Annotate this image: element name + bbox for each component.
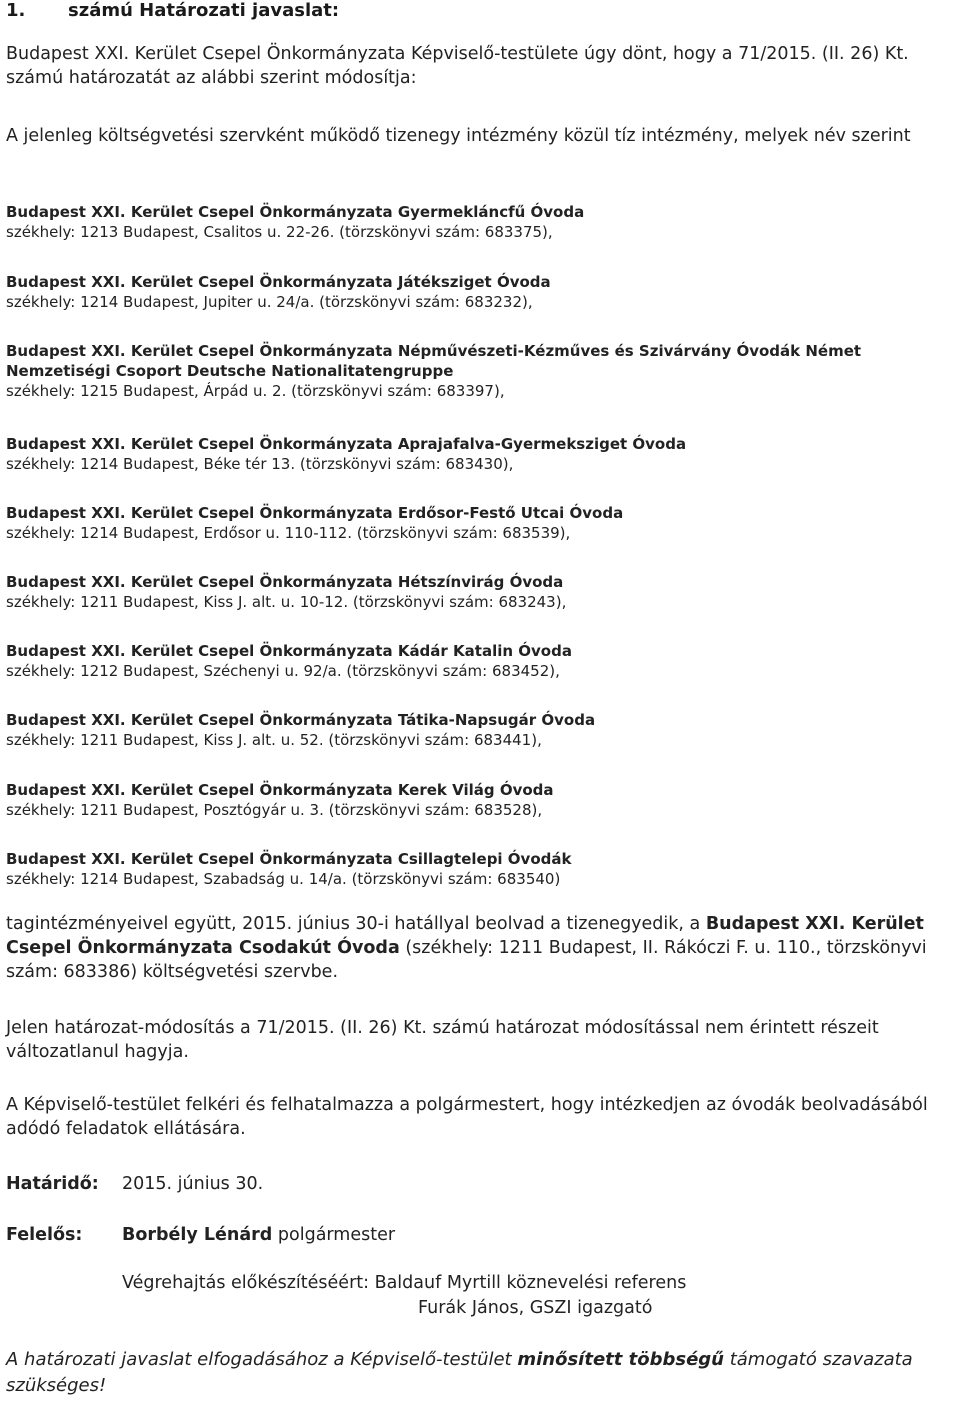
- note-emphasis: minősített többségű: [517, 1349, 724, 1370]
- responsible-label: Felelős:: [6, 1225, 83, 1245]
- responsible-name: Borbély Lénárd: [122, 1225, 273, 1245]
- request-paragraph: A Képviselő-testület felkéri és felhatalmazza a polgármestert, hogy intézkedjen az óvodák beolvadásából adódó feladatok ellátására.: [6, 1095, 928, 1139]
- institution-name: Budapest XXI. Kerület Csepel Önkormányzata Gyermekláncfű Óvoda: [6, 203, 585, 221]
- institution-7: [6, 641, 936, 681]
- institution-seat: székhely: 1213 Budapest, Csalitos u. 22-26. (törzskönyvi szám: 683375),: [6, 223, 553, 241]
- intro-paragraph: Budapest XXI. Kerület Csepel Önkormányzata Képviselő-testülete úgy dönt, hogy a 71/2015. (II. 26) Kt. számú határozatát az alábbi szerint módosítja:: [6, 44, 909, 88]
- note-text-pre: A határozati javaslat elfogadásához a Képviselő-testület: [6, 1349, 518, 1370]
- institution-seat: székhely: 1214 Budapest, Szabadság u. 14/a. (törzskönyvi szám: 683540): [6, 870, 561, 888]
- institution-6: [6, 572, 936, 612]
- institution-3: [6, 341, 936, 401]
- institution-2: [6, 272, 936, 312]
- institution-seat: székhely: 1211 Budapest, Posztógyár u. 3. (törzskönyvi szám: 683528),: [6, 801, 543, 819]
- institution-seat: székhely: 1215 Budapest, Árpád u. 2. (törzskönyvi szám: 683397),: [6, 382, 505, 400]
- institution-seat: székhely: 1214 Budapest, Erdősor u. 110-112. (törzskönyvi szám: 683539),: [6, 524, 571, 542]
- institution-name: Budapest XXI. Kerület Csepel Önkormányzata Hétszínvirág Óvoda: [6, 573, 564, 591]
- merge-target-institution: Budapest XXI. Kerület Csepel Önkormányzata Csodakút Óvoda: [6, 914, 924, 958]
- institution-9: [6, 780, 936, 820]
- merge-paragraph: [6, 912, 936, 984]
- institution-10: [6, 849, 936, 889]
- institution-1: [6, 202, 936, 242]
- voting-note: [6, 1347, 936, 1399]
- deadline: [6, 1174, 263, 1194]
- institution-name: Budapest XXI. Kerület Csepel Önkormányzata Népművészeti-Kézműves és Szivárvány Óvodák Német Nemzetiségi Csoport Deutsche Nationalitatengruppe: [6, 342, 862, 380]
- title-number: 1.: [6, 0, 26, 21]
- institution-name: Budapest XXI. Kerület Csepel Önkormányzata Csillagtelepi Óvodák: [6, 850, 572, 868]
- institution-name: Budapest XXI. Kerület Csepel Önkormányzata Aprajafalva-Gyermeksziget Óvoda: [6, 435, 687, 453]
- institution-name: Budapest XXI. Kerület Csepel Önkormányzata Kerek Világ Óvoda: [6, 781, 554, 799]
- institution-name: Budapest XXI. Kerület Csepel Önkormányzata Tátika-Napsugár Óvoda: [6, 711, 596, 729]
- responsible-role: polgármester: [272, 1225, 396, 1245]
- institution-seat: székhely: 1211 Budapest, Kiss J. alt. u. 10-12. (törzskönyvi szám: 683243),: [6, 593, 567, 611]
- institution-seat: székhely: 1214 Budapest, Jupiter u. 24/a. (törzskönyvi szám: 683232),: [6, 293, 533, 311]
- institution-seat: székhely: 1212 Budapest, Széchenyi u. 92/a. (törzskönyvi szám: 683452),: [6, 662, 560, 680]
- responsible: [6, 1225, 395, 1245]
- title-text: számú Határozati javaslat:: [68, 0, 340, 21]
- page-title: [6, 0, 339, 21]
- institution-seat: székhely: 1214 Budapest, Béke tér 13. (törzskönyvi szám: 683430),: [6, 455, 514, 473]
- deadline-value: 2015. június 30.: [122, 1174, 264, 1194]
- institutions-intro: A jelenleg költségvetési szervként működő tizenegy intézmény közül tíz intézmény, melyek név szerint: [6, 126, 911, 146]
- merge-text-pre: tagintézményeivel együtt, 2015. június 30-i hatállyal beolvad a tizenegyedik, a: [6, 914, 706, 934]
- institution-name: Budapest XXI. Kerület Csepel Önkormányzata Játéksziget Óvoda: [6, 273, 551, 291]
- deadline-label: Határidő:: [6, 1174, 99, 1194]
- institution-4: [6, 434, 936, 474]
- unchanged-paragraph: Jelen határozat-módosítás a 71/2015. (II. 26) Kt. számú határozat módosítással nem érintett részeit változatlanul hagyja.: [6, 1018, 879, 1062]
- institution-8: [6, 710, 936, 750]
- merge-text-post: (székhely: 1211 Budapest, II. Rákóczi F. u. 110., törzskönyvi szám: 683386) költségvetési szervbe.: [6, 938, 927, 982]
- institution-seat: székhely: 1211 Budapest, Kiss J. alt. u. 52. (törzskönyvi szám: 683441),: [6, 731, 542, 749]
- execution-line-1: Végrehajtás előkészítéséért: Baldauf Myrtill köznevelési referens: [122, 1273, 687, 1293]
- institution-name: Budapest XXI. Kerület Csepel Önkormányzata Kádár Katalin Óvoda: [6, 642, 572, 660]
- institution-5: [6, 503, 936, 543]
- note-text-post: támogató szavazata szükséges!: [6, 1349, 913, 1396]
- execution-line-2: Furák János, GSZI igazgató: [418, 1298, 653, 1318]
- institution-name: Budapest XXI. Kerület Csepel Önkormányzata Erdősor-Festő Utcai Óvoda: [6, 504, 624, 522]
